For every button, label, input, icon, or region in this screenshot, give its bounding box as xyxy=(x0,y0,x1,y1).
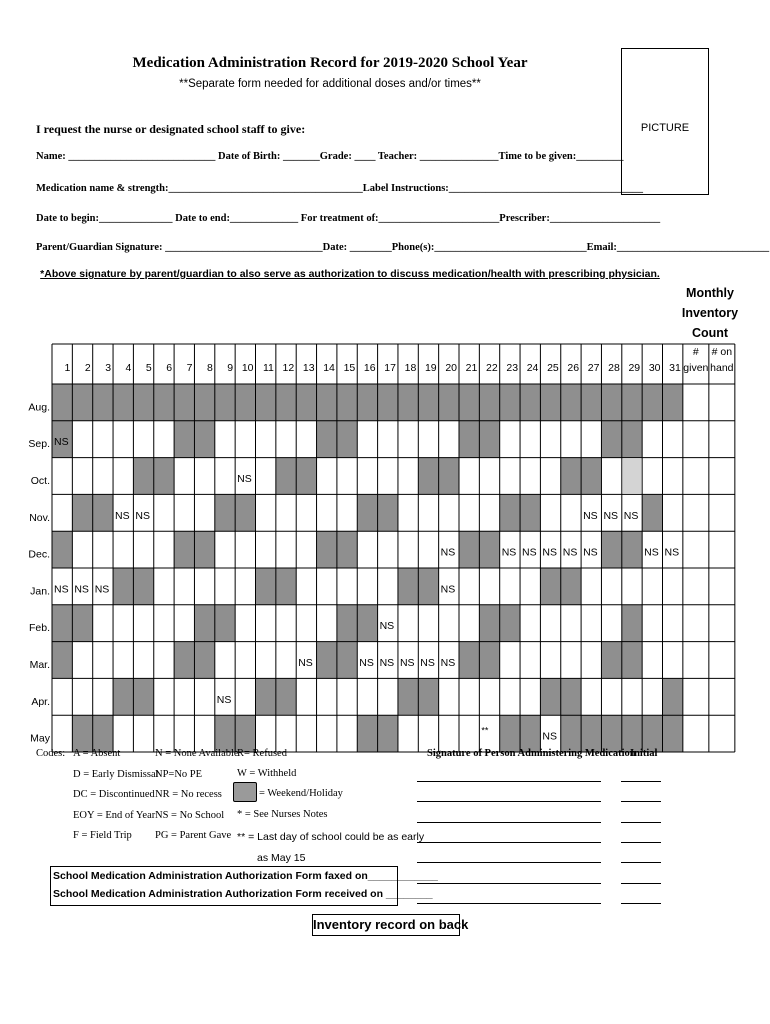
shaded-cell xyxy=(194,605,214,642)
day-label: 2 xyxy=(84,362,91,374)
name-line[interactable]: Name: ____________________________ Date of Birth: _______Grade: ____ Teacher: _______________Time to be given:_________ xyxy=(36,151,624,162)
shaded-cell xyxy=(642,494,662,531)
day-label: 31 xyxy=(669,362,681,374)
day-label: 17 xyxy=(384,362,396,374)
shaded-cell xyxy=(215,384,235,421)
cell-mark: NS xyxy=(298,657,313,669)
day-label: 6 xyxy=(166,362,173,374)
day-label: 14 xyxy=(323,362,335,374)
month-label: Sep. xyxy=(28,438,50,451)
shaded-cell xyxy=(459,421,479,458)
cell-mark: NS xyxy=(94,583,110,596)
month-label: Mar. xyxy=(29,659,50,671)
shaded-cell xyxy=(72,715,92,752)
day-label: 29 xyxy=(628,362,641,374)
shaded-cell xyxy=(93,715,113,752)
shaded-cell xyxy=(235,494,255,531)
code-last-day-cont: as May 15 xyxy=(257,852,306,864)
shaded-cell xyxy=(479,642,499,679)
inventory-given-header: # xyxy=(692,346,699,358)
day-label: 3 xyxy=(105,362,112,374)
code-item-2: DC = Discontinued xyxy=(73,789,155,800)
shaded-cell xyxy=(561,384,581,421)
cell-mark: NS xyxy=(216,693,232,706)
day-label: 12 xyxy=(282,362,295,374)
shaded-cell xyxy=(113,678,133,715)
code-item-3: NS = No School xyxy=(155,809,225,821)
shaded-cell xyxy=(317,384,337,421)
code-item-3: EOY = End of Year xyxy=(73,809,156,821)
day-label: 4 xyxy=(125,362,132,374)
initial-line[interactable] xyxy=(621,781,661,782)
day-label: 7 xyxy=(186,362,193,374)
shaded-cell xyxy=(337,421,357,458)
month-label: Apr. xyxy=(31,695,50,708)
shaded-cell xyxy=(642,384,662,421)
shaded-cell xyxy=(215,605,235,642)
auth-received-line[interactable]: School Medication Administration Authorization Form received on ________ xyxy=(53,888,433,900)
day-label: 10 xyxy=(241,362,254,374)
shaded-cell xyxy=(663,384,683,421)
picture-label: PICTURE xyxy=(640,122,690,134)
month-label: Aug. xyxy=(28,401,50,414)
initial-header: Initial xyxy=(630,748,658,759)
inventory-title: Monthly Inventory Count xyxy=(681,286,739,340)
codes-label: Codes: xyxy=(36,748,66,759)
signature-header: Signature of Person Administering Medication xyxy=(427,748,636,759)
shaded-cell xyxy=(622,384,642,421)
shaded-cell xyxy=(194,421,214,458)
shaded-cell xyxy=(561,715,581,752)
shaded-cell xyxy=(317,421,337,458)
day-label: 18 xyxy=(404,362,417,374)
shaded-cell xyxy=(500,715,520,752)
shaded-cell xyxy=(317,642,337,679)
dates-line[interactable]: Date to begin:______________ Date to end:_____________ For treatment of:_______________________Prescriber:_____________________ xyxy=(36,213,661,224)
signature-line[interactable] xyxy=(417,822,601,823)
code-withheld: W = Withheld xyxy=(237,768,297,779)
shaded-cell xyxy=(439,458,459,495)
shaded-cell xyxy=(622,715,642,752)
shaded-cell xyxy=(337,642,357,679)
inventory-onhand-header: hand xyxy=(710,362,734,374)
cell-mark: NS xyxy=(399,657,415,669)
initial-line[interactable] xyxy=(621,822,661,823)
shaded-cell xyxy=(663,715,683,752)
shaded-cell xyxy=(540,568,560,605)
cell-mark: NS xyxy=(440,546,456,559)
shaded-cell xyxy=(601,715,621,752)
cell-mark: NS xyxy=(54,436,69,449)
month-label: Nov. xyxy=(29,511,50,524)
shaded-cell xyxy=(256,678,276,715)
day-label: 20 xyxy=(445,362,457,374)
code-item-4: F = Field Trip xyxy=(73,830,132,841)
cell-mark: NS xyxy=(644,546,659,559)
shaded-cell xyxy=(479,384,499,421)
shaded-cell xyxy=(337,605,357,642)
signature-line[interactable] xyxy=(417,862,601,863)
shaded-cell xyxy=(256,568,276,605)
day-label: 24 xyxy=(526,362,539,374)
signature-line[interactable] xyxy=(417,801,601,802)
shaded-cell xyxy=(459,531,479,568)
shaded-cell xyxy=(174,384,194,421)
shaded-cell xyxy=(479,531,499,568)
shaded-cell xyxy=(113,568,133,605)
shaded-cell xyxy=(52,531,72,568)
shaded-cell xyxy=(276,458,296,495)
shaded-cell xyxy=(133,568,153,605)
day-label: 13 xyxy=(302,362,315,374)
shaded-cell xyxy=(601,421,621,458)
auth-faxed-line[interactable]: School Medication Administration Authorization Form faxed on____________ xyxy=(53,870,438,882)
cell-mark: NS xyxy=(501,546,517,559)
shaded-cell xyxy=(418,678,438,715)
shaded-cell xyxy=(581,715,601,752)
code-item-0: A = Absent xyxy=(73,748,121,759)
day-label: 23 xyxy=(506,362,519,374)
shaded-cell xyxy=(174,531,194,568)
shaded-cell xyxy=(601,531,621,568)
cell-mark: NS xyxy=(237,473,252,485)
cell-mark: NS xyxy=(359,657,374,669)
shaded-cell xyxy=(194,384,214,421)
day-label: 30 xyxy=(648,362,661,374)
day-label: 1 xyxy=(64,362,71,374)
medication-line[interactable]: Medication name & strength:_____________________________________Label Instructions:_____________________________________ xyxy=(36,183,644,194)
shaded-cell xyxy=(72,494,92,531)
shaded-cell xyxy=(296,384,316,421)
cell-mark: NS xyxy=(135,509,150,522)
day-label: 28 xyxy=(608,362,620,374)
day-label: 16 xyxy=(363,362,376,374)
code-refused: R= Refused xyxy=(237,748,287,759)
inventory-back-button[interactable]: Inventory record on back xyxy=(312,914,460,936)
signature-line[interactable] xyxy=(417,883,601,884)
month-label: Jan. xyxy=(30,585,50,598)
shaded-cell xyxy=(540,678,560,715)
shaded-cell xyxy=(500,384,520,421)
code-item-2: NR = No recess xyxy=(155,789,222,800)
shaded-cell xyxy=(72,384,92,421)
signature-line[interactable] xyxy=(417,903,601,904)
shaded-cell xyxy=(520,384,540,421)
shaded-cell xyxy=(581,384,601,421)
cell-mark: NS xyxy=(562,546,578,559)
cell-mark: NS xyxy=(54,583,69,596)
cell-mark: NS xyxy=(440,657,456,669)
shaded-cell xyxy=(276,568,296,605)
cell-mark: NS xyxy=(440,583,456,596)
shaded-cell xyxy=(479,605,499,642)
shaded-cell xyxy=(418,568,438,605)
code-item-1: D = Early Dismissal xyxy=(73,768,159,780)
month-label: May xyxy=(30,732,50,745)
shaded-cell xyxy=(357,384,377,421)
cell-mark: NS xyxy=(623,509,639,522)
shaded-cell xyxy=(561,458,581,495)
cell-mark: NS xyxy=(664,546,680,559)
shaded-cell xyxy=(601,642,621,679)
shaded-cell xyxy=(194,531,214,568)
shaded-cell xyxy=(52,642,72,679)
day-label: 25 xyxy=(547,362,559,374)
initial-line[interactable] xyxy=(621,883,661,884)
code-nurses-notes: * = See Nurses Notes xyxy=(237,809,328,820)
shaded-cell xyxy=(642,715,662,752)
code-item-4: PG = Parent Gave xyxy=(155,830,232,841)
shaded-cell xyxy=(500,605,520,642)
shaded-cell xyxy=(418,384,438,421)
cell-mark: NS xyxy=(379,657,395,669)
shaded-cell xyxy=(296,458,316,495)
page-title: Medication Administration Record for 2019-2020 School Year xyxy=(132,55,528,71)
initial-line[interactable] xyxy=(621,862,661,863)
shaded-cell xyxy=(357,494,377,531)
shaded-cell xyxy=(500,494,520,531)
shaded-cell xyxy=(93,384,113,421)
cell-mark: NS xyxy=(522,546,537,559)
shaded-cell xyxy=(133,384,153,421)
day-label: 19 xyxy=(424,362,437,374)
initial-line[interactable] xyxy=(621,842,661,843)
request-line: I request the nurse or designated school staff to give: xyxy=(36,122,306,136)
shaded-cell xyxy=(378,494,398,531)
shaded-cell xyxy=(459,642,479,679)
shaded-cell xyxy=(581,458,601,495)
shaded-cell xyxy=(398,384,418,421)
shaded-cell xyxy=(215,494,235,531)
shaded-cell xyxy=(561,568,581,605)
shaded-cell xyxy=(154,384,174,421)
cell-mark: NS xyxy=(74,583,89,596)
signature-line[interactable] xyxy=(417,781,601,782)
initial-line[interactable] xyxy=(621,903,661,904)
shaded-cell xyxy=(622,605,642,642)
day-label: 9 xyxy=(227,362,234,374)
day-label: 15 xyxy=(343,362,356,374)
shaded-cell xyxy=(52,605,72,642)
cell-mark: NS xyxy=(603,509,619,522)
shaded-cell xyxy=(276,678,296,715)
shaded-cell xyxy=(540,384,560,421)
shaded-cell xyxy=(357,605,377,642)
cell-mark: NS xyxy=(115,509,130,522)
shaded-cell xyxy=(439,384,459,421)
day-label: 21 xyxy=(465,362,478,374)
initial-line[interactable] xyxy=(621,801,661,802)
page-subtitle: **Separate form needed for additional doses and/or times** xyxy=(179,78,481,90)
shaded-cell xyxy=(601,384,621,421)
month-label: Dec. xyxy=(28,548,50,561)
day-label: 11 xyxy=(262,362,274,374)
code-last-day: ** = Last day of school could be as early xyxy=(237,831,425,843)
shaded-cell xyxy=(622,642,642,679)
shaded-cell xyxy=(194,642,214,679)
code-item-0: N = None Available xyxy=(155,748,239,759)
shaded-cell xyxy=(256,384,276,421)
shaded-cell xyxy=(357,715,377,752)
shaded-cell xyxy=(418,458,438,495)
month-label: Feb. xyxy=(28,622,50,635)
shaded-cell xyxy=(93,494,113,531)
month-label: Oct. xyxy=(30,475,50,487)
shaded-cell xyxy=(520,494,540,531)
shaded-cell xyxy=(398,678,418,715)
shaded-cell xyxy=(235,384,255,421)
cell-mark: NS xyxy=(379,620,395,633)
shaded-cell xyxy=(337,384,357,421)
shaded-cell xyxy=(378,384,398,421)
shaded-cell xyxy=(72,605,92,642)
shaded-cell xyxy=(459,384,479,421)
shaded-cell xyxy=(276,384,296,421)
shaded-cell xyxy=(235,715,255,752)
cell-mark: NS xyxy=(583,509,598,522)
shaded-cell xyxy=(398,568,418,605)
parent-signature-line[interactable]: Parent/Guardian Signature: ______________________________Date: ________Phone(s):_____________________________Email:_____________________________ xyxy=(36,242,770,253)
shaded-cell xyxy=(561,678,581,715)
shaded-cell xyxy=(174,421,194,458)
shaded-cell xyxy=(337,531,357,568)
shaded-cell xyxy=(133,458,153,495)
day-label: 5 xyxy=(145,362,152,374)
cell-mark: ** xyxy=(481,725,489,736)
shaded-cell xyxy=(663,678,683,715)
inventory-given-header: given xyxy=(683,362,709,374)
shaded-cell xyxy=(113,384,133,421)
shaded-cell xyxy=(317,531,337,568)
cell-mark: NS xyxy=(542,730,557,743)
signature-line[interactable] xyxy=(417,842,601,843)
day-label: 22 xyxy=(486,362,498,374)
day-label: 8 xyxy=(206,362,213,374)
shaded-cell xyxy=(520,715,540,752)
day-label: 26 xyxy=(567,362,580,374)
shaded-cell xyxy=(378,715,398,752)
shaded-cell xyxy=(622,421,642,458)
shaded-cell xyxy=(215,715,235,752)
dotted-cell xyxy=(623,459,641,494)
weekend-swatch xyxy=(233,782,257,802)
cell-mark: NS xyxy=(583,546,598,559)
authorization-notice: *Above signature by parent/guardian to also serve as authorization to discuss medication/health with prescribing physician. xyxy=(40,268,660,280)
cell-mark: NS xyxy=(420,657,435,669)
shaded-cell xyxy=(622,531,642,568)
shaded-cell xyxy=(154,458,174,495)
code-weekend: = Weekend/Holiday xyxy=(259,788,343,799)
inventory-onhand-header: # on xyxy=(711,346,733,358)
shaded-cell xyxy=(52,384,72,421)
code-item-1: NP=No PE xyxy=(155,768,203,780)
shaded-cell xyxy=(133,678,153,715)
shaded-cell xyxy=(479,421,499,458)
day-label: 27 xyxy=(587,362,600,374)
cell-mark: NS xyxy=(542,546,557,559)
shaded-cell xyxy=(174,642,194,679)
